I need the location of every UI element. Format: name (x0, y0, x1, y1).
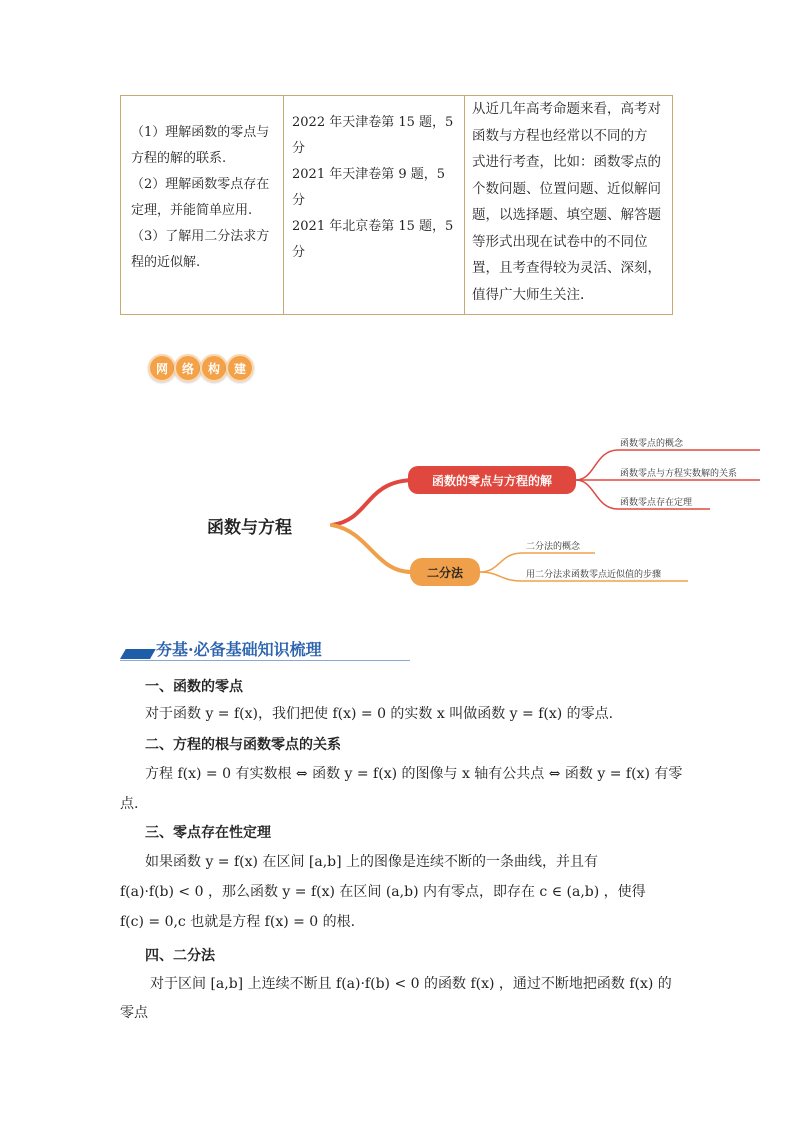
section-title: 夯基·必备基础知识梳理 (156, 640, 322, 659)
exam-ref-line: 2021 年天津卷第 9 题，5 分 (292, 167, 446, 208)
objective-line: 方程的解的联系. (131, 151, 227, 166)
exam-ref-line: 分 (292, 245, 306, 260)
objective-line: （1）理解函数的零点与 (131, 125, 270, 140)
paragraph-theorem-3: f(c) = 0,c 也就是方程 f(x) = 0 的根. (120, 914, 356, 930)
badge-char: 构 (200, 354, 228, 382)
analysis-line: 从近几年高考命题来看，高考对 (472, 101, 661, 117)
exam-ref-line: 2022 年天津卷第 15 题，5 (292, 115, 454, 130)
branch-connector-orange (332, 525, 412, 572)
heading-root-relation: 二、方程的根与函数零点的关系 (145, 737, 341, 753)
section-header-bar (120, 649, 156, 659)
exam-ref-line: 分 (292, 141, 306, 156)
objectives-cell (121, 96, 284, 315)
mind-map (150, 420, 770, 620)
paragraph-zeros: 对于函数 y = f(x)，我们把使 f(x) = 0 的实数 x 叫做函数 y = f(x) 的零点. (145, 706, 614, 722)
leaf-label: 用二分法求函数零点近似值的步骤 (526, 570, 662, 580)
objective-line: 程的近似解. (131, 255, 201, 270)
objective-line: （2）理解函数零点存在 (131, 177, 270, 192)
heading-zeros: 一、函数的零点 (145, 679, 243, 695)
exam-references-cell (284, 96, 465, 315)
exam-info-table (120, 95, 673, 315)
badge-char: 络 (174, 354, 202, 382)
analysis-line: 等形式出现在试卷中的不同位 (472, 233, 648, 250)
mindmap-root: 函数与方程 (207, 518, 292, 538)
leaf-label: 函数零点存在定理 (620, 498, 693, 508)
objective-line: （3）了解用二分法求方 (131, 229, 270, 244)
badge-char: 网 (148, 354, 176, 382)
leaf-label: 二分法的概念 (526, 542, 581, 552)
analysis-line: 式进行考查，比如：函数零点的 (472, 154, 661, 170)
paragraph-bisection-2: 零点 (120, 1005, 148, 1021)
leaf-label: 函数零点的概念 (620, 439, 684, 449)
analysis-line: 函数与方程也经常以不同的方 (472, 127, 648, 144)
analysis-cell (465, 96, 673, 315)
paragraph-root-relation-cont: 点. (120, 796, 139, 812)
exam-ref-line: 2021 年北京卷第 15 题，5 (292, 219, 454, 234)
analysis-line: 个数问题、位置问题、近似解问 (472, 180, 661, 197)
branch-connector-red (332, 480, 415, 525)
objective-line: 定理，并能简单应用. (131, 203, 253, 218)
branch2-label: 二分法 (426, 566, 464, 580)
network-construction-badge (148, 354, 252, 382)
paragraph-root-relation: 方程 f(x) = 0 有实数根 ⇔ 函数 y = f(x) 的图像与 x 轴有公共点 ⇔ 函数 y = f(x) 有零 (145, 766, 683, 782)
leaf-label: 函数零点与方程实数解的关系 (620, 469, 738, 479)
section-header (120, 637, 410, 665)
section-underline (120, 660, 410, 661)
heading-existence-theorem: 三、零点存在性定理 (145, 825, 271, 841)
analysis-line: 值得广大师生关注. (472, 286, 585, 303)
analysis-line: 题，以选择题、填空题、解答题 (472, 207, 661, 223)
paragraph-bisection-1: 对于区间 [a,b] 上连续不断且 f(a)·f(b) < 0 的函数 f(x) ，通过不断地把函数 f(x) 的 (150, 976, 672, 992)
heading-bisection: 四、二分法 (145, 948, 215, 964)
badge-char: 建 (226, 354, 254, 382)
paragraph-theorem-2: f(a)·f(b) < 0 ，那么函数 y = f(x) 在区间 (a,b) 内有零点，即存在 c ∈ (a,b) ，使得 (120, 884, 646, 900)
paragraph-theorem-1: 如果函数 y = f(x) 在区间 [a,b] 上的图像是连续不断的一条曲线，并且有 (145, 854, 599, 870)
branch1-label: 函数的零点与方程的解 (431, 474, 553, 488)
analysis-line: 置，且考查得较为灵活、深刻， (472, 260, 661, 276)
